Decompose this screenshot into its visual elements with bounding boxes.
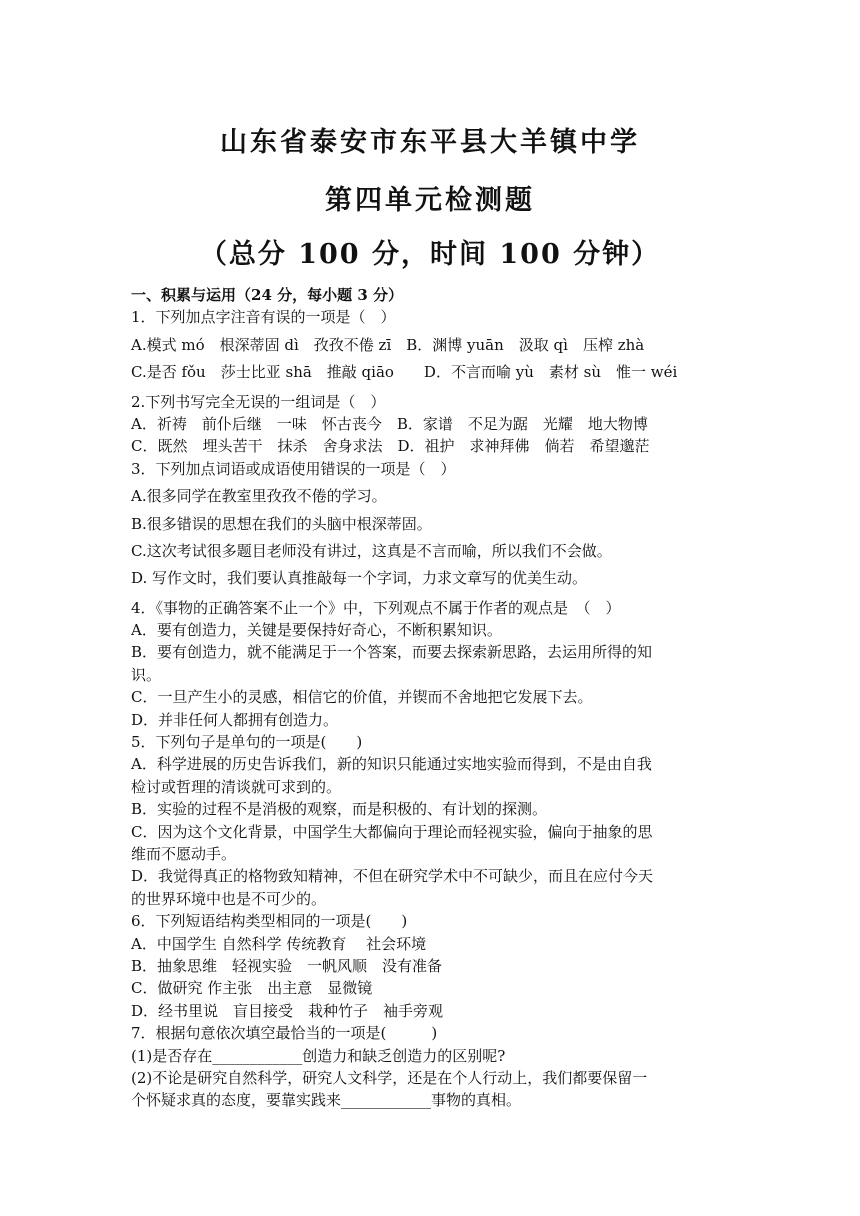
q3-stem: 3．下列加点词语或成语使用错误的一项是（ ） xyxy=(131,459,456,478)
q6-option-d: D．经书里说 盲目接受 栽种竹子 袖手旁观 xyxy=(131,1001,444,1020)
q1-stem: 1．下列加点字注音有误的一项是（ ） xyxy=(131,308,396,327)
exam-body xyxy=(131,284,731,1112)
q7-stem: 7．根据句意依次填空最恰当的一项是( ) xyxy=(131,1024,438,1043)
q7-sentence-2-line2: 个怀疑求真的态度，要靠实践来____________事物的真相。 xyxy=(131,1091,522,1110)
q5-option-d-line1: D．我觉得真正的格物致知精神，不但在研究学术中不可缺少，而且在应付今天 xyxy=(131,867,654,886)
q4-option-b-line1: B．要有创造力，就不能满足于一个答案，而要去探索新思路，去运用所得的知 xyxy=(131,643,653,662)
q2-option-ab: A．祈祷 前仆后继 一味 怀古丧今 B．家谱 不足为踞 光耀 地大物博 xyxy=(131,414,648,433)
q4-option-a: A．要有创造力，关键是要保持好奇心，不断积累知识。 xyxy=(131,621,502,640)
q5-option-a-line2: 检讨或哲理的清谈就可求到的。 xyxy=(131,777,342,796)
q4-stem: 4．《事物的正确答案不止一个》中，下列观点不属于作者的观点是 （ ） xyxy=(131,598,621,617)
section-heading: 一、积累与运用（24 分，每小题 3 分） xyxy=(131,286,403,304)
q1-option-cd: C.是否 fǒu 莎士比亚 shā 推敲 qiāo D．不言而喻 yù 素材 sù 惟一 wéi xyxy=(131,363,678,382)
q3-option-c: C.这次考试很多题目老师没有讲过，这真是不言而喻，所以我们不会做。 xyxy=(131,541,612,560)
q6-option-c: C．做研究 作主张 出主意 显微镜 xyxy=(131,979,373,998)
q2-stem: 2.下列书写完全无误的一组词是（ ） xyxy=(131,392,386,411)
q5-option-d-line2: 的世界环境中也是不可少的。 xyxy=(131,889,327,908)
exam-score-time: （总分 100 分，时间 100 分钟） xyxy=(199,239,661,270)
school-title: 山东省泰安市东平县大羊镇中学 xyxy=(220,127,640,158)
q6-option-a: A．中国学生 自然科学 传统教育 社会环境 xyxy=(131,934,427,953)
q5-option-b: B．实验的过程不是消极的观察，而是积极的、有计划的探测。 xyxy=(131,800,548,819)
q5-option-c-line2: 维而不愿动手。 xyxy=(131,844,237,863)
q3-option-d: D. 写作文时，我们要认真推敲每一个字词，力求文章写的优美生动。 xyxy=(131,569,588,588)
q5-option-c-line1: C．因为这个文化背景，中国学生大都偏向于理论而轻视实验，偏向于抽象的思 xyxy=(131,822,653,841)
q6-stem: 6．下列短语结构类型相同的一项是( ) xyxy=(131,912,408,931)
q7-sentence-2-line1: (2)不论是研究自然科学，研究人文科学，还是在个人行动上，我们都要保留一 xyxy=(131,1068,648,1087)
q3-option-b: B.很多错误的思想在我们的头脑中根深蒂固。 xyxy=(131,514,432,533)
q4-option-d: D．并非任何人都拥有创造力。 xyxy=(131,710,339,729)
exam-title: 第四单元检测题 xyxy=(325,185,535,216)
q3-option-a: A.很多同学在教室里孜孜不倦的学习。 xyxy=(131,487,387,506)
q2-option-cd: C．既然 埋头苦干 抹杀 舍身求法 D．祖护 求神拜佛 倘若 希望邈茫 xyxy=(131,437,650,456)
q7-sentence-1: (1)是否存在____________创造力和缺乏创造力的区别呢? xyxy=(131,1046,506,1065)
q5-stem: 5．下列句子是单句的一项是( ) xyxy=(131,733,363,752)
q1-option-ab: A.模式 mó 根深蒂固 dì 孜孜不倦 zī B．渊博 yuān 汲取 qì 压榨 zhà xyxy=(131,335,645,354)
q6-option-b: B．抽象思维 轻视实验 一帆风顺 没有准备 xyxy=(131,956,443,975)
q4-option-b-line2: 识。 xyxy=(131,665,162,684)
q4-option-c: C．一旦产生小的灵感，相信它的价值，并锲而不舍地把它发展下去。 xyxy=(131,688,593,707)
q5-option-a-line1: A．科学进展的历史告诉我们，新的知识只能通过实地实验而得到，不是由自我 xyxy=(131,755,652,774)
